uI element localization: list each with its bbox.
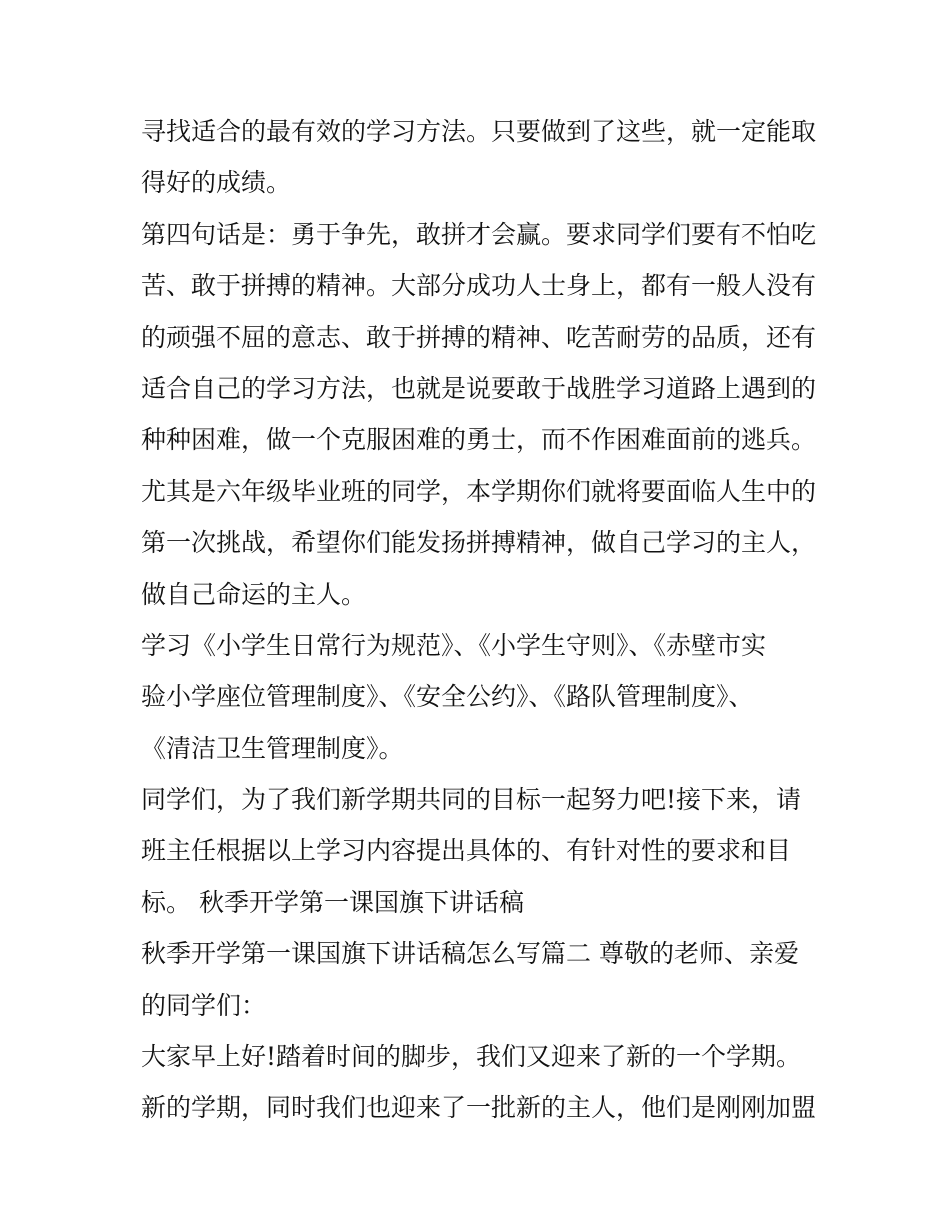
text-line: 验小学座位管理制度》、《安全公约》、《路队管理制度》、	[141, 682, 754, 712]
text-line: 班主任根据以上学习内容提出具体的、有针对性的要求和目	[141, 836, 792, 866]
text-line: 第四句话是：勇于争先，敢拼才会赢。要求同学们要有不怕吃	[141, 219, 817, 249]
text-line: 种种困难，做一个克服困难的勇士，而不作困难面前的逃兵。	[141, 425, 817, 455]
document-body	[141, 106, 821, 1134]
text-line: 秋季开学第一课国旗下讲话稿怎么写篇二 尊敬的老师、亲爱	[141, 939, 799, 969]
text-line: 的顽强不屈的意志、敢于拼搏的精神、吃苦耐劳的品质，还有	[141, 322, 817, 352]
text-line: 《清洁卫生管理制度》。	[141, 733, 404, 763]
text-line: 做自己命运的主人。	[141, 579, 367, 609]
text-line: 学习《小学生日常行为规范》、《小学生守则》、《赤壁市实	[141, 630, 767, 660]
text-line: 尤其是六年级毕业班的同学，本学期你们就将要面临人生中的	[141, 476, 817, 506]
text-line: 新的学期，同时我们也迎来了一批新的主人，他们是刚刚加盟	[141, 1093, 817, 1123]
text-line: 同学们，为了我们新学期共同的目标一起努力吧!接下来，请	[141, 785, 802, 815]
text-line: 苦、敢于拼搏的精神。大部分成功人士身上，都有一般人没有	[141, 271, 817, 301]
text-line: 得好的成绩。	[141, 168, 292, 198]
text-line: 大家早上好!踏着时间的脚步，我们又迎来了新的一个学期。	[141, 1042, 802, 1072]
text-line: 第一次挑战，希望你们能发扬拼搏精神，做自己学习的主人，	[141, 528, 817, 558]
text-line: 寻找适合的最有效的学习方法。只要做到了这些，就一定能取	[141, 117, 817, 146]
text-line: 的同学们：	[141, 990, 267, 1020]
text-line: 适合自己的学习方法，也就是说要敢于战胜学习道路上遇到的	[141, 373, 817, 403]
text-line: 标。 秋季开学第一课国旗下讲话稿	[141, 887, 524, 917]
